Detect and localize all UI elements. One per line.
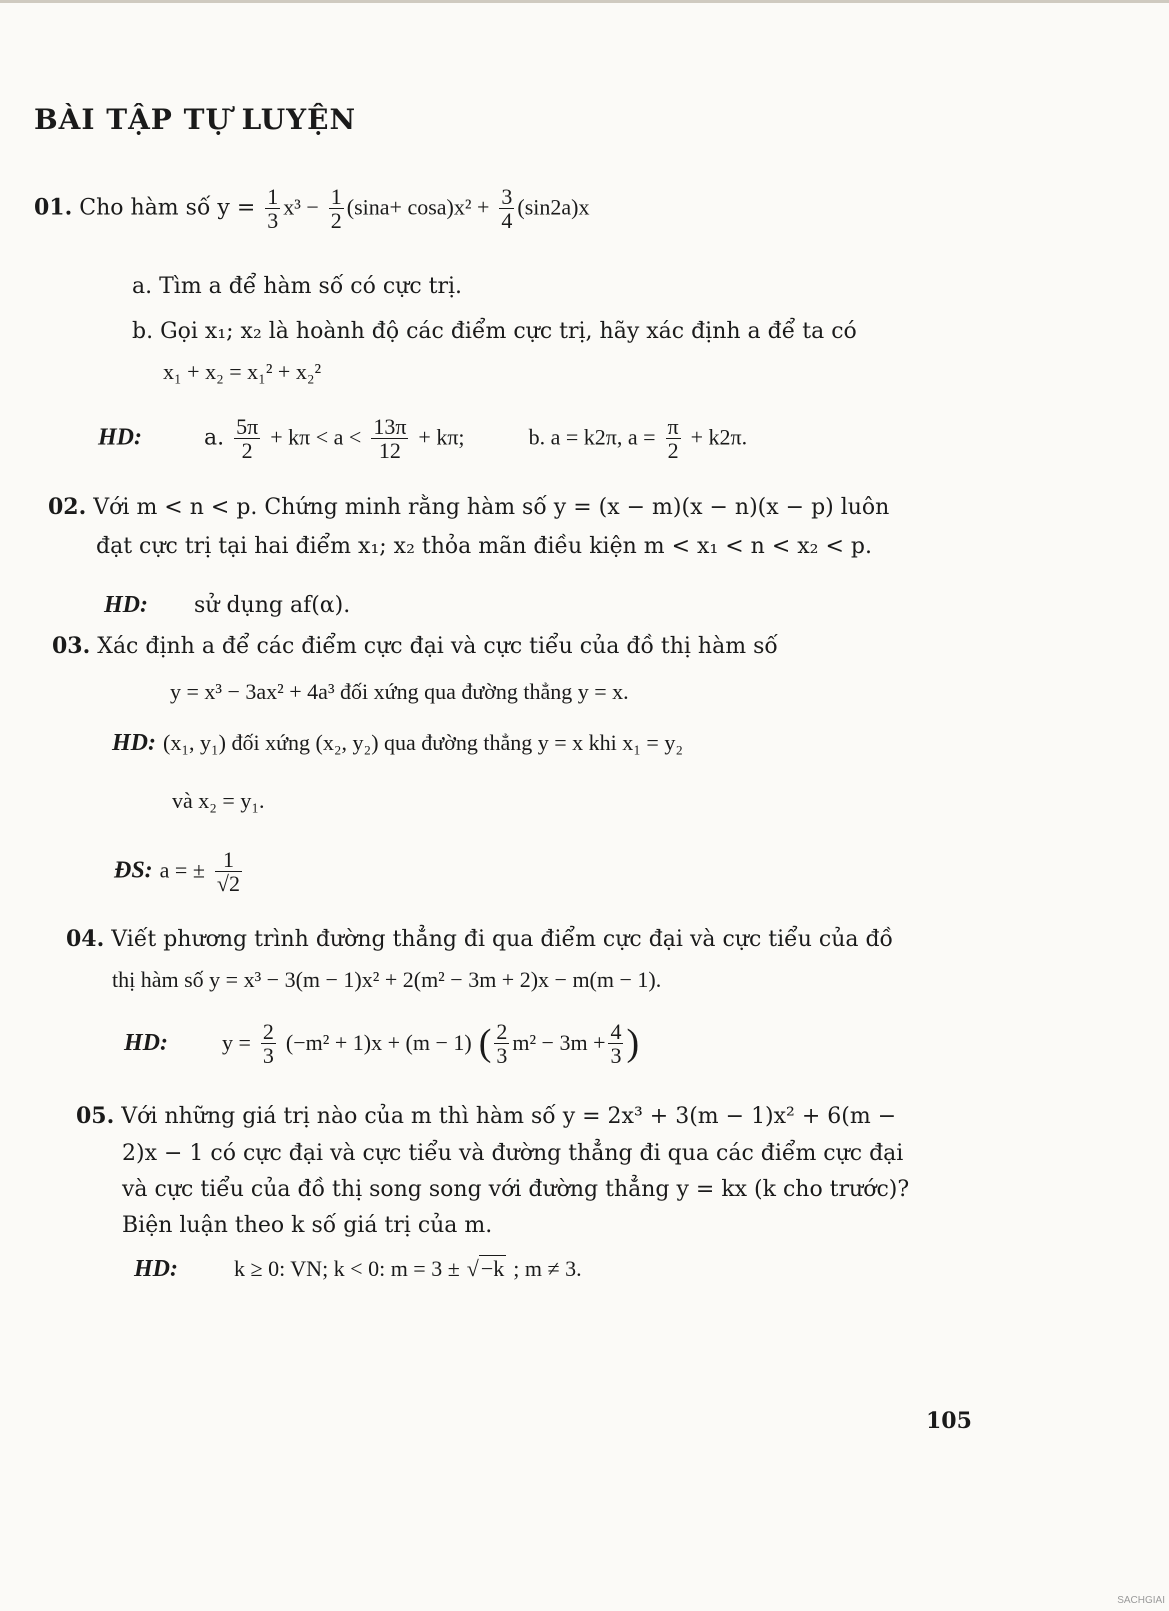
exercise-02-statement-line-2: đạt cực trị tại hai điểm x₁; x₂ thỏa mãn điều kiện m < x₁ < n < x₂ < p. <box>96 534 872 559</box>
exercise-number: 04. <box>66 926 105 952</box>
left-paren: ( <box>478 1022 492 1064</box>
exercise-number: 01. <box>34 194 73 221</box>
exercise-01-statement <box>34 185 589 232</box>
term: y = <box>222 1029 251 1055</box>
hint-end: ; m ≠ 3. <box>513 1256 582 1281</box>
hint-part-a: a. <box>204 425 225 451</box>
right-paren: ) <box>626 1022 640 1064</box>
term: (sin2a)x <box>517 194 590 220</box>
exercise-01-part-b: b. Gọi x₁; x₂ là hoành độ các điểm cực trị, hãy xác định a để ta có <box>132 319 857 344</box>
hint-part-b: b. a = k2π, a = <box>528 424 656 450</box>
hint-label: HD: <box>134 1256 178 1282</box>
statement-line: Xác định a để các điểm cực đại và cực tiểu của đồ thị hàm số <box>97 634 778 659</box>
exercise-number: 02. <box>48 494 87 520</box>
exercise-03-hint-line-2: và x₂ = y₁. <box>172 788 265 813</box>
statement-line: Với những giá trị nào của m thì hàm số y = 2x³ + 3(m − 1)x² + 6(m − <box>121 1104 897 1129</box>
term: x³ − <box>283 194 319 220</box>
statement-line: Viết phương trình đường thẳng đi qua điểm cực đại và cực tiểu của đồ <box>111 927 894 952</box>
exercise-05-statement-line-3: và cực tiểu của đồ thị song song với đường thẳng y = kx (k cho trước)? <box>122 1177 910 1202</box>
exercise-number: 03. <box>52 633 91 659</box>
exercise-01-part-a: a. Tìm a để hàm số có cực trị. <box>132 274 463 299</box>
fraction: $\frac{5\pi}{2}$ <box>236 414 259 464</box>
fraction: $\frac{1}{3}$ <box>267 184 279 234</box>
exercise-04-hint <box>124 1020 639 1068</box>
answer-label: ĐS: <box>114 857 153 884</box>
exercise-02-statement <box>48 494 889 522</box>
exercise-03-answer <box>114 848 245 895</box>
fraction: $\frac{1}{2}$ <box>330 184 342 234</box>
hint-label: HD: <box>98 424 142 451</box>
term: + k2π. <box>690 424 748 450</box>
exercise-03-statement <box>52 633 778 661</box>
hint-text: sử dụng af(α). <box>194 593 351 618</box>
exercise-05-statement <box>76 1103 896 1131</box>
fraction: $\frac{2}{3}$ <box>262 1019 274 1069</box>
statement-line: Với m < n < p. Chứng minh rằng hàm số y = (x − m)(x − n)(x − p) luôn <box>93 495 890 520</box>
exercise-05-hint <box>134 1254 582 1284</box>
exercise-05-statement-line-2: 2)x − 1 có cực đại và cực tiểu và đường thẳng đi qua các điểm cực đại <box>122 1141 904 1166</box>
hint-text: k ≥ 0: VN; k < 0: m = 3 ± <box>234 1256 460 1281</box>
exercise-03-hint <box>112 728 683 758</box>
fraction: $\frac{1}{√2}$ <box>216 847 240 897</box>
exercise-01-hint <box>98 415 747 462</box>
exercise-number: 05. <box>76 1103 115 1129</box>
fraction: $\frac{\pi}{2}$ <box>667 414 679 464</box>
page-title: BÀI TẬP TỰ LUYỆN <box>34 103 357 136</box>
hint-label: HD: <box>112 730 156 756</box>
term: (−m² + 1)x + (m − 1) <box>285 1029 472 1055</box>
watermark-logo: SACHGIAI <box>1117 1594 1165 1606</box>
term: m² − 3m + <box>512 1029 606 1055</box>
hint-label: HD: <box>124 1029 168 1056</box>
exercise-03-function: y = x³ − 3ax² + 4a³ đối xứng qua đường thẳng y = x. <box>170 679 629 704</box>
hint-text: (x₁, y₁) đối xứng (x₂, y₂) qua đường thẳng y = x khi x₁ = y₂ <box>163 730 683 755</box>
fraction: $\frac{4}{3}$ <box>610 1019 622 1069</box>
term: + kπ < a < <box>270 424 362 450</box>
hint-label: HD: <box>104 592 148 618</box>
fraction: $\frac{13\pi}{12}$ <box>373 414 407 464</box>
fraction: $\frac{3}{4}$ <box>501 184 513 234</box>
statement-lead: Cho hàm số y = <box>79 195 256 221</box>
top-edge <box>0 0 1169 3</box>
answer-text: a = ± <box>159 857 205 883</box>
square-root: √−k <box>466 1256 505 1281</box>
exercise-05-statement-line-4: Biện luận theo k số giá trị của m. <box>122 1213 493 1238</box>
exercise-01-part-b-equation: x₁ + x₂ = x₁² + x₂² <box>163 359 322 384</box>
exercise-04-statement-line-2: thị hàm số y = x³ − 3(m − 1)x² + 2(m² − 3m + 2)x − m(m − 1). <box>112 967 662 992</box>
exercise-04-statement <box>66 926 893 954</box>
term: (sina+ cosa)x² + <box>346 194 490 220</box>
page-number: 105 <box>926 1408 972 1434</box>
term: + kπ; <box>418 424 465 450</box>
fraction: $\frac{2}{3}$ <box>496 1019 508 1069</box>
exercise-02-hint <box>104 590 350 620</box>
